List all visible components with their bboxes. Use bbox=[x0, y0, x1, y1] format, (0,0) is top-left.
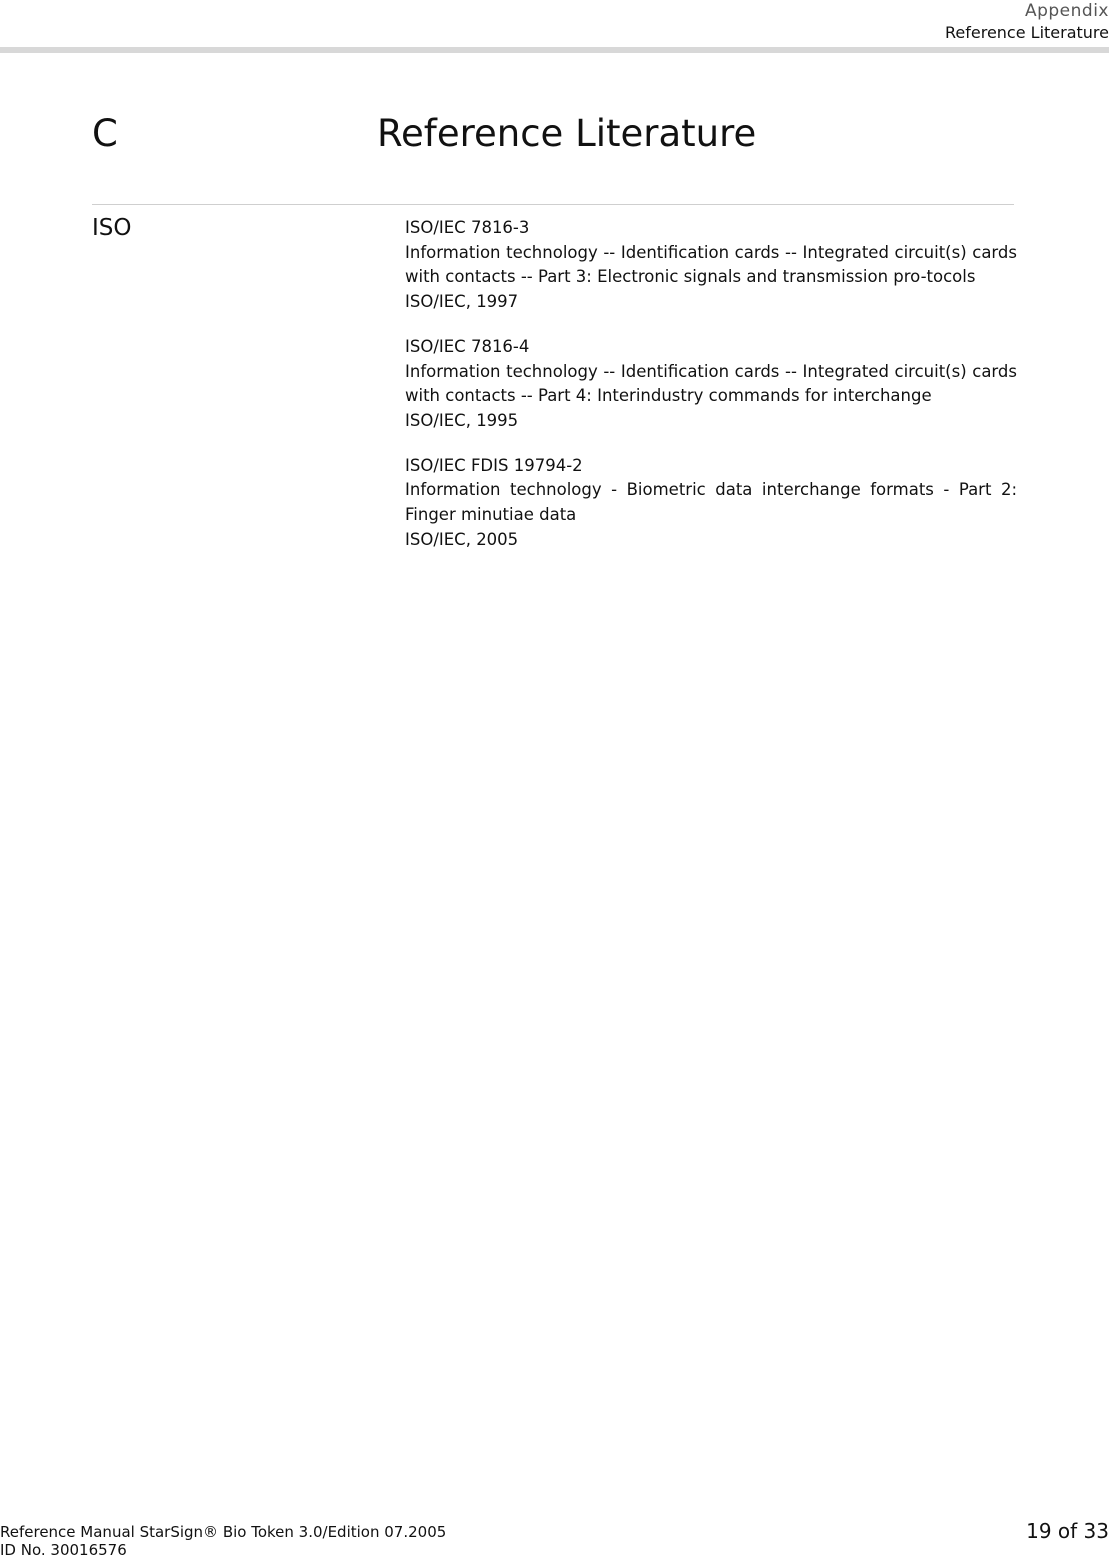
reference-entry bbox=[405, 454, 1017, 553]
page-number: 19 of 33 bbox=[1026, 1519, 1109, 1543]
reference-entry bbox=[405, 216, 1017, 315]
section-divider bbox=[92, 204, 1014, 205]
header-section: Appendix bbox=[1024, 1, 1109, 21]
reference-publisher: ISO/IEC, 1995 bbox=[405, 410, 519, 430]
chapter-title: Reference Literature bbox=[377, 112, 757, 155]
reference-code: ISO/IEC 7816-4 bbox=[405, 336, 530, 356]
reference-code: ISO/IEC 7816-3 bbox=[405, 218, 530, 237]
reference-publisher: ISO/IEC, 2005 bbox=[405, 529, 519, 549]
header-chapter: Reference Literature bbox=[945, 23, 1109, 42]
running-header bbox=[945, 0, 1109, 44]
reference-list bbox=[405, 216, 1017, 572]
reference-description: Information technology -- Identification cards -- Integrated circuit(s) cards with contacts -- Part 4: Interindustry commands for interchange bbox=[405, 361, 1017, 406]
reference-description: Information technology - Biometric data interchange formats - Part 2: Finger minutiae data bbox=[405, 480, 1017, 525]
reference-publisher: ISO/IEC, 1997 bbox=[405, 292, 519, 312]
footer-id-number: ID No. 30016576 bbox=[0, 1541, 127, 1559]
reference-code: ISO/IEC FDIS 19794-2 bbox=[405, 455, 583, 475]
header-divider bbox=[0, 47, 1109, 53]
footer-document-title: Reference Manual StarSign® Bio Token 3.0/Edition 07.2005 bbox=[0, 1523, 447, 1541]
chapter-letter: C bbox=[92, 112, 118, 155]
side-label: ISO bbox=[92, 215, 132, 241]
reference-entry bbox=[405, 335, 1017, 434]
reference-description: Information technology -- Identification cards -- Integrated circuit(s) cards with contacts -- Part 3: Electronic signals and transmission pro-tocols bbox=[405, 242, 1017, 287]
